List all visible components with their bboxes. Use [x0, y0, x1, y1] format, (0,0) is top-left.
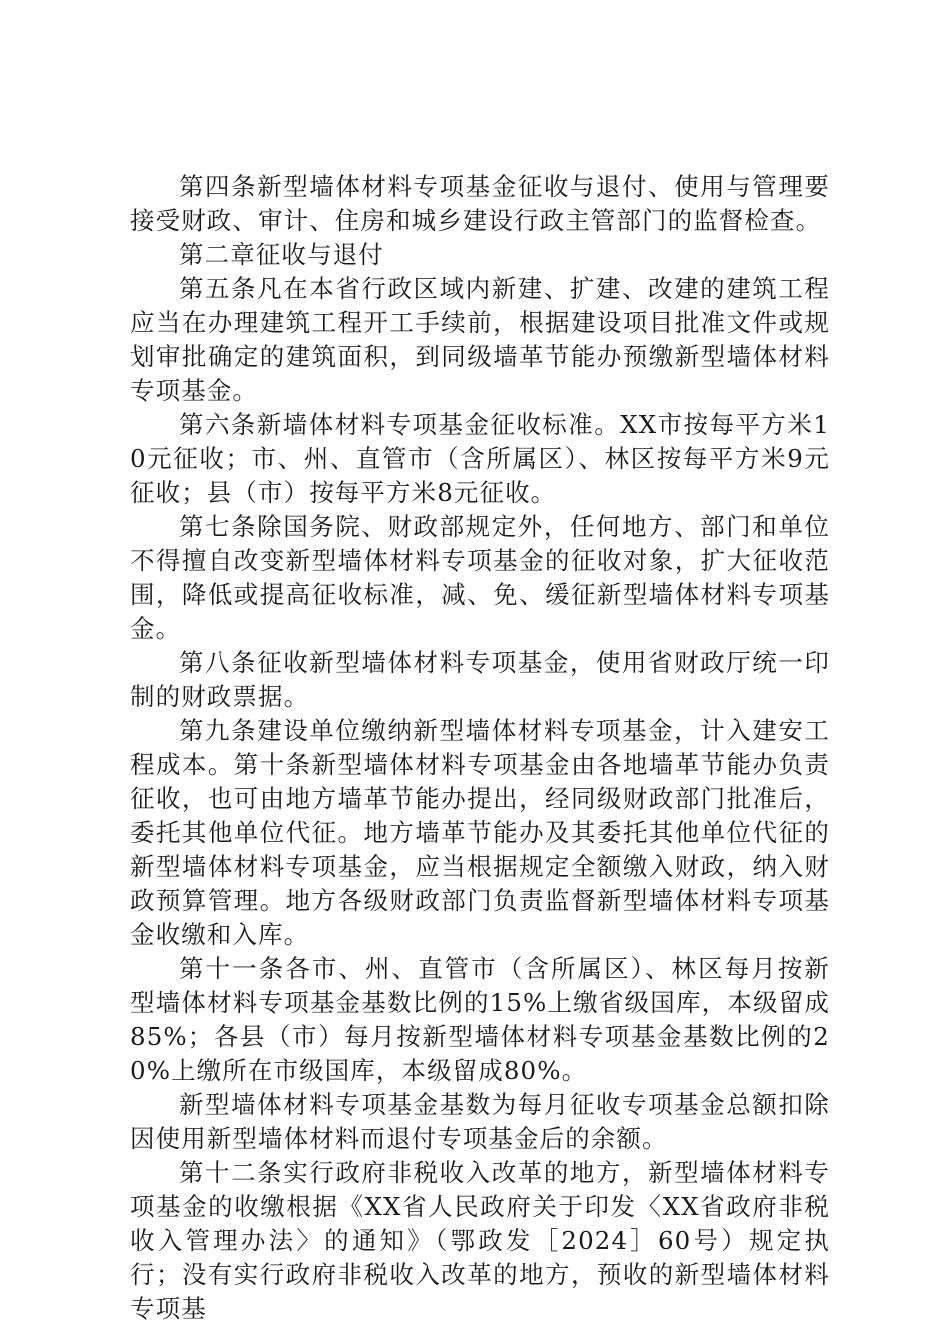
paragraph-article-12: 第十二条实行政府非税收入改革的地方，新型墙体材料专项基金的收缴根据《XX省人民政府关于印发〈XX省政府非税收入管理办法〉的通知》（鄂政发［2024］60号）规定执行；没有实行政府非税收入改革的地方，预收的新型墙体材料专项基	[130, 1158, 830, 1323]
paragraph-article-5: 第五条凡在本省行政区域内新建、扩建、改建的建筑工程应当在办理建筑工程开工手续前，根据建设项目批准文件或规划审批确定的建筑面积，到同级墙革节能办预缴新型墙体材料专项基金。	[130, 274, 830, 405]
paragraph-article-8: 第八条征收新型墙体材料专项基金，使用省财政厅统一印制的财政票据。	[130, 648, 830, 711]
chapter-heading: 第二章征收与退付	[179, 240, 384, 269]
paragraph-article-6: 第六条新墙体材料专项基金征收标准。XX市按每平方米10元征收；市、州、直管市（含所属区）、林区按每平方米9元征收；县（市）按每平方米8元征收。	[130, 410, 830, 507]
paragraph-fund-base: 新型墙体材料专项基金基数为每月征收专项基金总额扣除因使用新型墙体材料而退付专项基金后的余额。	[130, 1090, 830, 1153]
paragraph-article-11: 第十一条各市、州、直管市（含所属区）、林区每月按新型墙体材料专项基金基数比例的15%上缴省级国库，本级留成85%；各县（市）每月按新型墙体材料专项基金基数比例的20%上缴所在市级国库，本级留成80%。	[130, 954, 830, 1085]
paragraph-article-7: 第七条除国务院、财政部规定外，任何地方、部门和单位不得擅自改变新型墙体材料专项基金的征收对象，扩大征收范围，降低或提高征收标准，减、免、缓征新型墙体材料专项基金。	[130, 512, 830, 643]
paragraph-article-9-10: 第九条建设单位缴纳新型墙体材料专项基金，计入建安工程成本。第十条新型墙体材料专项基金由各地墙革节能办负责征收，也可由地方墙革节能办提出，经同级财政部门批准后，委托其他单位代征。地方墙革节能办及其委托其他单位代征的新型墙体材料专项基金，应当根据规定全额缴入财政，纳入财政预算管理。地方各级财政部门负责监督新型墙体材料专项基金收缴和入库。	[130, 716, 830, 949]
document-body	[130, 170, 830, 1326]
paragraph-article-4: 第四条新型墙体材料专项基金征收与退付、使用与管理要接受财政、审计、住房和城乡建设行政主管部门的监督检查。	[130, 172, 830, 235]
